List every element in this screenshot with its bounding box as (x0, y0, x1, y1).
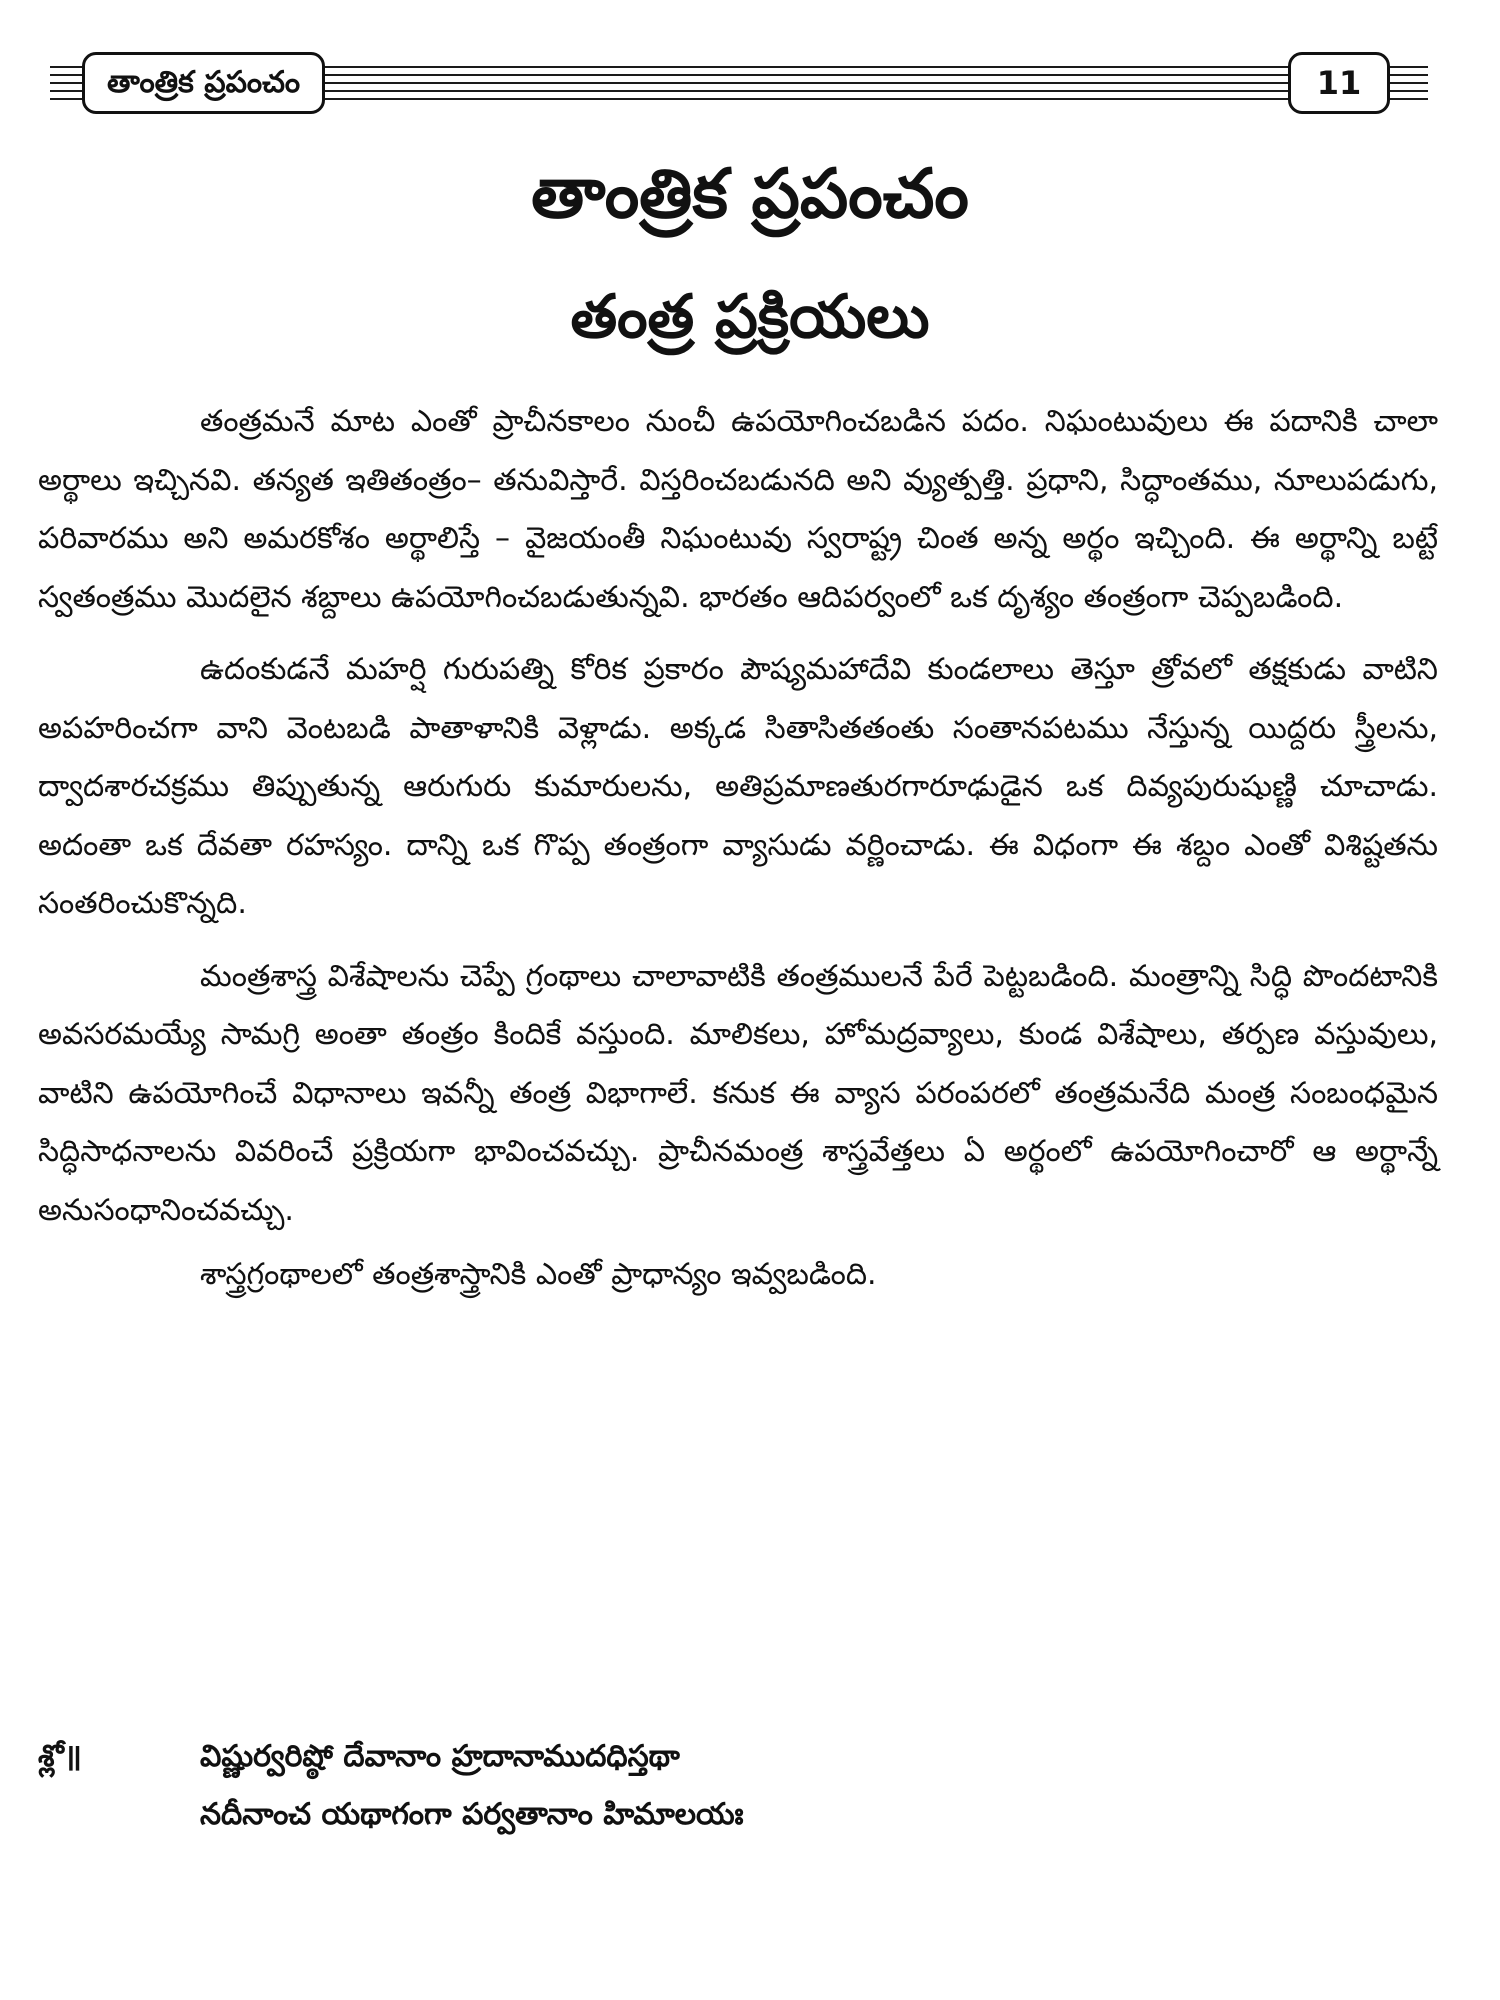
running-title: తాంత్రిక ప్రపంచం (82, 52, 325, 114)
sloka-line: విష్ణుర్వరిష్ఠో దేవానాం హ్రదానాముదధిస్తథా (200, 1739, 680, 1774)
paragraph: శాస్త్రగ్రంథాలలో తంత్రశాస్త్రానికి ఎంతో ప్రాధాన్యం ఇవ్వబడింది. (200, 1257, 877, 1292)
paragraph: తంత్రమనే మాట ఎంతో ప్రాచీనకాలం నుంచీ ఉపయోగించబడిన పదం. నిఘంటువులు ఈ పదానికి చాలా అర్థాలు ఇచ్చినవి. తన్యత ఇతితంత్రం– తనువిస్తారే. విస్తరించబడునది అని వ్యుత్పత్తి. ప్రధాని, సిద్ధాంతము, నూలుపడుగు, పరివారము అని అమరకోశం అర్థాలిస్తే – వైజయంతీ నిఘంటువు స్వరాష్ట్ర చింత అన్న అర్థం ఇచ్చింది. ఈ అర్థాన్ని బట్టే స్వతంత్రము మొదలైన శబ్దాలు ఉపయోగించబడుతున్నవి. భారతం ఆదిపర్వంలో ఒక దృశ్యం తంత్రంగా చెప్పబడింది. (38, 404, 1438, 615)
section-subtitle: తంత్ర ప్రక్రియలు (570, 282, 930, 352)
page-title: తాంత్రిక ప్రపంచం (531, 155, 969, 234)
running-header (50, 52, 1428, 112)
sloka-line: నదీనాంచ యథాగంగా పర్వతానాం హిమాలయః (200, 1797, 744, 1832)
paragraph: ఉదంకుడనే మహర్షి గురుపత్ని కోరిక ప్రకారం పౌష్యమహాదేవి కుండలాలు తెస్తూ త్రోవలో తక్షకుడు వాటిని అపహరించగా వాని వెంటబడి పాతాళానికి వెళ్లాడు. అక్కడ సితాసితతంతు సంతానపటము నేస్తున్న యిద్దరు స్త్రీలను, ద్వాదశారచక్రము తిప్పుతున్న ఆరుగురు కుమారులను, అతిప్రమాణతురగారూఢుడైన ఒక దివ్యపురుషుణ్ణి చూచాడు. అదంతా ఒక దేవతా రహస్యం. దాన్ని ఒక గొప్ప తంత్రంగా వ్యాసుడు వర్ణించాడు. ఈ విధంగా ఈ శబ్దం ఎంతో విశిష్టతను సంతరించుకొన్నది. (38, 652, 1438, 921)
body-text (38, 393, 1438, 1305)
sloka-marker: శ్లో॥ (38, 1739, 82, 1774)
sloka-verse (38, 1728, 1438, 1844)
paragraph: మంత్రశాస్త్ర విశేషాలను చెప్పే గ్రంథాలు చాలావాటికి తంత్రములనే పేరే పెట్టబడింది. మంత్రాన్ని సిద్ధి పొందటానికి అవసరమయ్యే సామగ్రి అంతా తంత్రం కిందికే వస్తుంది. మాలికలు, హోమద్రవ్యాలు, కుండ విశేషాలు, తర్పణ వస్తువులు, వాటిని ఉపయోగించే విధానాలు ఇవన్నీ తంత్ర విభాగాలే. కనుక ఈ వ్యాస పరంపరలో తంత్రమనేది మంత్ర సంబంధమైన సిద్ధిసాధనాలను వివరించే ప్రక్రియగా భావించవచ్చు. ప్రాచీనమంత్ర శాస్త్రవేత్తలు ఏ అర్థంలో ఉపయోగించారో ఆ అర్థాన్నే అనుసంధానించవచ్చు. (38, 958, 1438, 1228)
page-number: 11 (1288, 52, 1390, 114)
